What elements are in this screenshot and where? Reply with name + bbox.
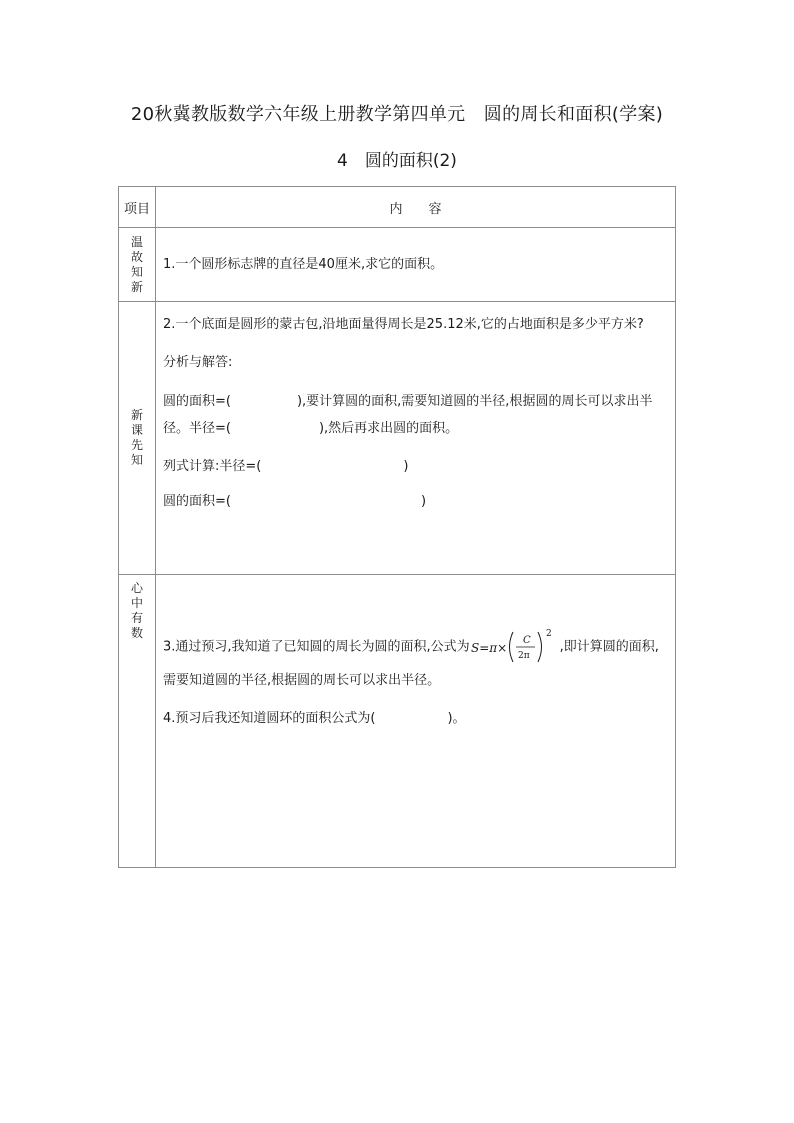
area-calc-line: [163, 492, 667, 512]
worksheet-table: [118, 186, 676, 868]
question-2: 2.一个底面是圆形的蒙古包,沿地面量得周长是25.12米,它的占地面积是多少平方米?: [163, 317, 644, 332]
area-prompt: 圆的面积=(: [163, 394, 231, 409]
question-3: [163, 627, 667, 694]
row-label-summary: 心中有数: [130, 581, 143, 640]
header-item-label: 项目: [123, 201, 150, 217]
header-content-label: 内容: [389, 201, 468, 217]
row-label-cell: [119, 228, 156, 302]
area-formula-graphic: [471, 627, 559, 667]
question-3-start: 3.通过预习,我知道了已知圆的周长为圆的面积,公式为: [163, 639, 470, 655]
radius-calc-prompt: 列式计算:半径=(: [163, 459, 262, 474]
area-calc-close: ): [420, 494, 427, 509]
area-calc-prompt: 圆的面积=(: [163, 494, 231, 509]
row-content-cell: [156, 302, 676, 575]
formula-lhs: S=π×: [470, 641, 507, 655]
row-content-cell: [156, 575, 676, 868]
formula-exponent: 2: [545, 629, 552, 639]
row-label-new-lesson: 新课先知: [130, 408, 143, 467]
formula-numerator: C: [522, 635, 531, 646]
table-row: [119, 302, 676, 575]
analysis-end: ),然后再求出圆的面积。: [318, 421, 459, 436]
analysis-middle: ),要计算圆的面积,需要知道圆的半径,根据圆的周长可以求出半径。半径=(: [163, 394, 653, 436]
table-row: [119, 575, 676, 868]
row-content-cell: [156, 228, 676, 302]
header-item-cell: [119, 187, 156, 228]
radius-calc-line: [163, 457, 667, 477]
question-3-end: ,即计算圆的面积,需要知道圆的半径,根据圆的周长可以求出半径。: [163, 639, 659, 688]
question-1: 1.一个圆形标志牌的直径是40厘米,求它的面积。: [163, 256, 444, 272]
radius-calc-close: ): [403, 459, 409, 474]
row-label-cell: [119, 575, 156, 868]
row-label-cell: [119, 302, 156, 575]
formula-denominator: 2π: [517, 651, 530, 661]
page-title: 20秋冀教版数学六年级上册教学第四单元 圆的周长和面积(学案): [130, 104, 664, 125]
section-title: 4 圆的面积(2): [337, 151, 457, 171]
left-paren: [509, 632, 513, 662]
question-4: [163, 709, 667, 729]
analysis-text: [163, 388, 667, 442]
question-4-start: 4.预习后我还知道圆环的面积公式为(: [163, 711, 376, 726]
question-4-end: )。: [447, 711, 466, 726]
area-formula: [471, 627, 559, 667]
analysis-label: 分析与解答:: [163, 355, 233, 370]
right-paren: [538, 632, 542, 662]
table-row: [119, 228, 676, 302]
table-header-row: [119, 187, 676, 228]
row-label-review: 温故知新: [130, 234, 143, 294]
header-content-cell: [156, 187, 676, 228]
